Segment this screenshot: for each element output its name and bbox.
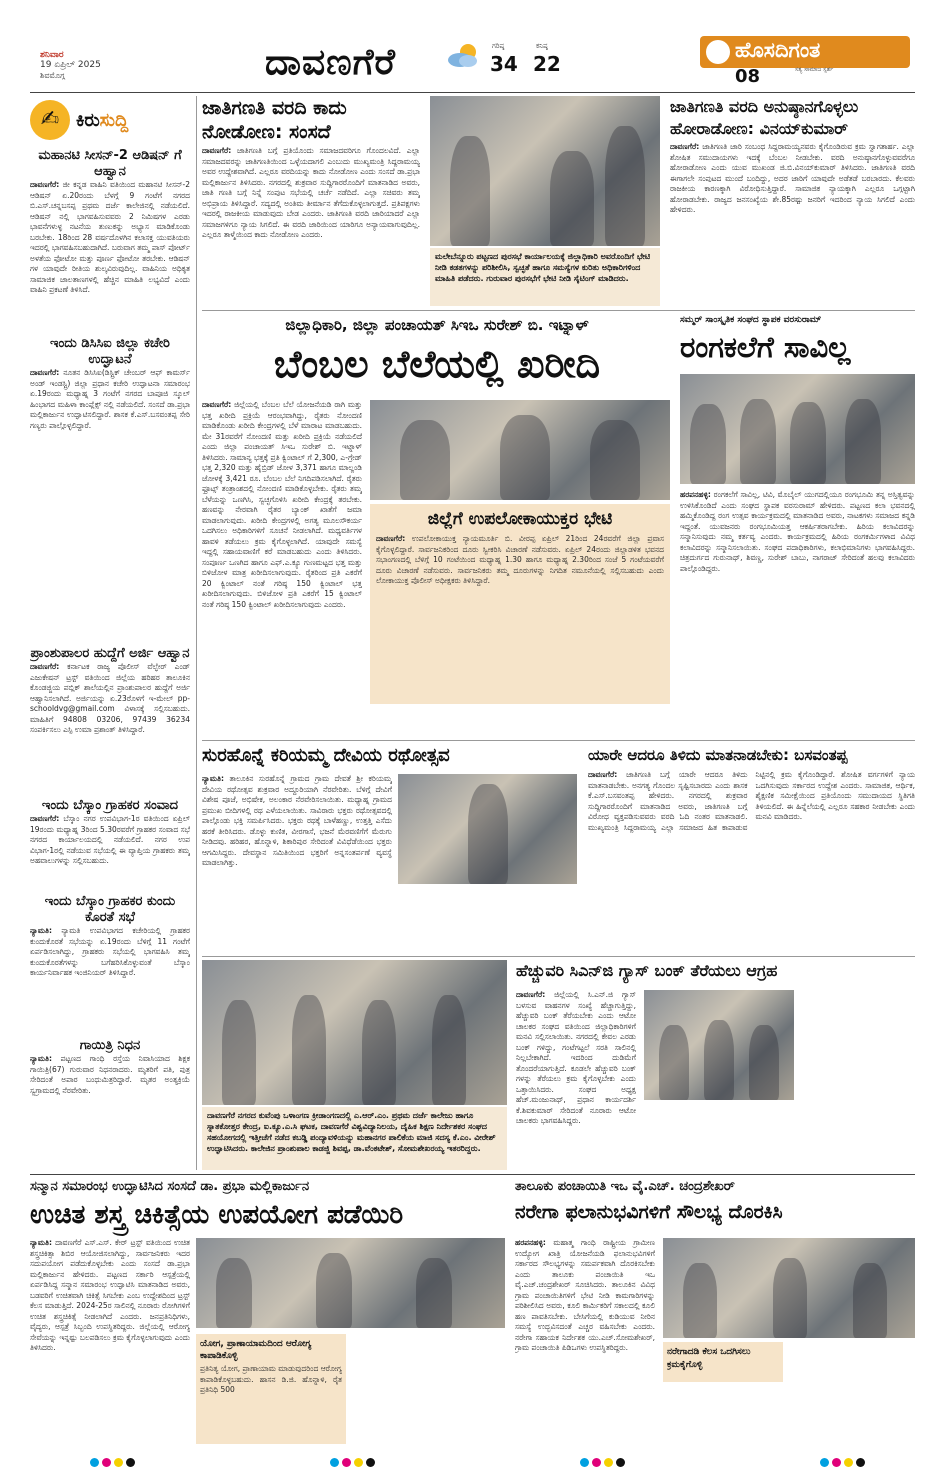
dateline: ನ್ಯಾಮತಿ: [30, 1238, 52, 1247]
article-headline: ಜಾತಿಗಣತಿ ವರದಿ ಅನುಷ್ಠಾನಗೊಳ್ಳಲು ಹೋರಾಡೋಣ: ವಿನಯ್‌ಕುಮಾರ್ [670, 97, 859, 138]
registration-mark [102, 1458, 111, 1467]
article-cng-bunk [516, 960, 915, 1170]
article-headline: ರಂಗಕಲೆಗೆ ಸಾವಿಲ್ಲ [680, 330, 851, 364]
article-chariot-festival [202, 744, 577, 954]
registration-mark [126, 1458, 135, 1467]
max-temp-label: ಗರಿಷ್ಠ [492, 42, 505, 50]
sidebar-brand-a: ಕಿರು [76, 109, 100, 131]
news-photo-chariot [398, 774, 577, 884]
section-rule [30, 1174, 915, 1175]
lead-kicker: ಜಿಲ್ಲಾಧಿಕಾರಿ, ಜಿಲ್ಲಾ ಪಂಚಾಯತ್ ಸಿಇಒ ಸುರೇಶ್ ಬಿ. ಇಟ್ನಾಳ್ [285, 316, 589, 334]
article-caste-census-mp [202, 96, 420, 306]
dateline: ಹರಪನಹಳ್ಳಿ: [680, 490, 711, 499]
sidebar-item [30, 646, 190, 792]
registration-mark [844, 1458, 853, 1467]
registration-mark [616, 1458, 625, 1467]
dateline: ನ್ಯಾಮತಿ: [30, 1054, 52, 1063]
min-temp: 22 [533, 52, 561, 76]
sidebar-divider [196, 96, 197, 1170]
article-nrega [515, 1178, 915, 1448]
registration-mark [354, 1458, 363, 1467]
sidebar-headline: ಗಾಯಿತ್ರಿ ನಿಧನ [79, 1038, 141, 1053]
sidebar-item [30, 1038, 190, 1114]
dateline: ದಾವಣಗೆರೆ: [376, 534, 406, 543]
dateline: ಹರಪನಹಳ್ಳಿ: [515, 1238, 546, 1247]
registration-mark [114, 1458, 123, 1467]
lead-text: ಜಿಲ್ಲೆಯಲ್ಲಿ ಬೆಂಬಲ ಬೆಲೆ ಯೋಜನೆಯಡಿ ರಾಗಿ ಮತ್ತು ಭತ್ತ ಖರೀದಿ ಪ್ರಕ್ರಿಯೆ ಆರಂಭವಾಗಿದ್ದು, ರೈತರು ನೋಂದಣಿ ಮಾಡಿಕೊಂಡು ಖರೀದಿ ಕೇಂದ್ರಗಳಲ್ಲಿ ಬೆಳೆ ಮಾರಾಟ ಮಾಡಬಹುದು. ಮೇ 31ರವರೆಗೆ ನೋಂದಣಿ ಮತ್ತು ಖರೀದಿ ಪ್ರಕ್ರಿಯೆ ನಡೆಯಲಿದೆ ಎಂದು ಜಿಲ್ಲಾ ಪಂಚಾಯತ್ ಸಿಇಒ ಸುರೇಶ್ ಬಿ. ಇಟ್ನಾಳ್ ತಿಳಿಸಿದರು. ಸಾಮಾನ್ಯ ಭತ್ತಕ್ಕೆ ಪ್ರತಿ ಕ್ವಿಂಟಾಲ್ ಗೆ 2,300, ಎ-ಗ್ರೇಡ್ ಭತ್ತ 2,320 ಮತ್ತು ಹೈಬ್ರಿಡ್ ಜೋಳ 3,371 ಹಾಗೂ ಮಾಲ್ದಂಡಿ ಜೋಳಕ್ಕೆ 3,421 ರೂ. ಬೆಂಬಲ ಬೆಲೆ ನಿಗದಿಪಡಿಸಲಾಗಿದೆ. ರೈತರು ಫ್ರೂಟ್ಸ್ ತಂತ್ರಾಂಶದಲ್ಲಿ ನೋಂದಣಿ ಮಾಡಿಕೊಳ್ಳಬೇಕು. ರೈತರು ತಮ್ಮ ಬೆಳೆಯನ್ನು ಒಣಗಿಸಿ, ಸ್ವಚ್ಛಗೊಳಿಸಿ ಖರೀದಿ ಕೇಂದ್ರಕ್ಕೆ ತರಬೇಕು. ಹಣವನ್ನು ನೇರವಾಗಿ ರೈತರ ಬ್ಯಾಂಕ್ ಖಾತೆಗೆ ಜಮಾ ಮಾಡಲಾಗುವುದು. ಖರೀದಿ ಕೇಂದ್ರಗಳಲ್ಲಿ ಅಗತ್ಯ ಮೂಲಸೌಕರ್ಯ ಒದಗಿಸಲು ಅಧಿಕಾರಿಗಳಿಗೆ ಸೂಚನೆ ನೀಡಲಾಗಿದೆ. ಮಧ್ಯವರ್ತಿಗಳ ಹಾವಳಿ ತಡೆಯಲು ಕ್ರಮ ಕೈಗೊಳ್ಳಲಾಗಿದೆ. ಯಾವುದೇ ಸಮಸ್ಯೆ ಇದ್ದಲ್ಲಿ ಸಹಾಯವಾಣಿಗೆ ಕರೆ ಮಾಡಬಹುದು ಎಂದು ತಿಳಿಸಿದರು. ಸಂಪೂರ್ಣ ಒಣಗಿದ ಹಾಗೂ ಎಫ್.ಎ.ಕ್ಯೂ ಗುಣಮಟ್ಟದ ಭತ್ತ ಮತ್ತು ಬಿಳಿಜೋಳ ಮಾತ್ರ ಖರೀದಿಸಲಾಗುವುದು. ರೈತರಿಂದ ಪ್ರತಿ ಎಕರೆಗೆ 20 ಕ್ವಿಂಟಾಲ್ ನಂತೆ ಗರಿಷ್ಠ 150 ಕ್ವಿಂಟಾಲ್ ಭತ್ತ ಖರೀದಿಸಲಾಗುವುದು. ಬಿಳಿಜೋಳ ಪ್ರತಿ ಎಕರೆಗೆ 15 ಕ್ವಿಂಟಾಲ್ ನಂತೆ ಗರಿಷ್ಠ 150 ಕ್ವಿಂಟಾಲ್ ಖರೀದಿಸಲಾಗುವುದು ಎಂದರು. [202, 400, 362, 609]
box-headline: ಜಿಲ್ಲೆಗೆ ಉಪಲೋಕಾಯುಕ್ತರ ಭೇಟಿ [427, 509, 613, 529]
lead-photo-meeting [370, 400, 670, 500]
sidebar-headline: ಇಂದು ಬೆಸ್ಕಾಂ ಗ್ರಾಹಕರ ಸಂವಾದ [41, 798, 179, 813]
sidebar-text: ನ್ಯಾಮತಿ ಉಪವಿಭಾಗದ ಕಚೇರಿಯಲ್ಲಿ ಗ್ರಾಹಕರ ಕುಂದುಕೊರತೆ ಸಭೆಯನ್ನು ಏ.19ರಂದು ಬೆಳಿಗ್ಗೆ 11 ಗಂಟೆಗೆ ಏರ್ಪಡಿಸಲಾಗಿದ್ದು, ಗ್ರಾಹಕರು ಸಭೆಯಲ್ಲಿ ಭಾಗವಹಿಸಿ ತಮ್ಮ ಕುಂದುಕೊರತೆಗಳನ್ನು ಬಗೆಹರಿಸಿಕೊಳ್ಳುವಂತೆ ಬೆಸ್ಕಾಂ ಕಾರ್ಯನಿರ್ವಾಹಕ ಇಂಜಿನಿಯರ್ ತಿಳಿಸಿದ್ದಾರೆ. [30, 926, 190, 977]
article-text: ಜಾತಿಗಣತಿ ಜಾರಿ ಸಂಬಂಧ ಸಿದ್ದರಾಮಯ್ಯನವರು ಕೈಗೊಂಡಿರುವ ಕ್ರಮ ಸ್ವಾಗತಾರ್ಹ. ಎಲ್ಲಾ ಶೋಷಿತ ಸಮುದಾಯಗಳು ಇದಕ್ಕೆ ಬೆಂಬಲ ನೀಡಬೇಕು. ವರದಿ ಅನುಷ್ಠಾನಗೊಳ್ಳುವವರೆಗೂ ಹೋರಾಡೋಣ ಎಂದು ಯುವ ಮುಖಂಡ ಜಿ.ಬಿ.ವಿನಯ್‌ಕುಮಾರ್ ತಿಳಿಸಿದರು. ಜಾತಿಗಣತಿ ವರದಿ ಈಗಾಗಲೇ ಸಂಪುಟದ ಮುಂದೆ ಬಂದಿದ್ದು, ಅದರ ಜಾರಿಗೆ ಯಾವುದೇ ಅಡೆತಡೆ ಬರಬಾರದು. ಕೆಲವರು ರಾಜಕೀಯ ಕಾರಣಕ್ಕಾಗಿ ವಿರೋಧಿಸುತ್ತಿದ್ದಾರೆ. ಸಾಮಾಜಿಕ ನ್ಯಾಯಕ್ಕಾಗಿ ಎಲ್ಲರೂ ಒಗ್ಗಟ್ಟಾಗಿ ಹೋರಾಡಬೇಕು. ರಾಜ್ಯದ ಜನಸಂಖ್ಯೆಯ ಶೇ.85ರಷ್ಟು ಜನರಿಗೆ ಇದರಿಂದ ನ್ಯಾಯ ಸಿಗಲಿದೆ ಎಂದು ಹೇಳಿದರು. [670, 142, 915, 214]
news-photo-office [430, 96, 660, 246]
sidebar-item [30, 148, 190, 330]
news-photo-kabaddi [202, 960, 507, 1105]
article-theatre [680, 314, 915, 734]
photo-caption: ಮಲೇಬೆನ್ನೂರು ಪಟ್ಟಣದ ಪುರಸಭೆ ಕಾರ್ಯಾಲಯಕ್ಕೆ ಜಿಲ್ಲಾಧಿಕಾರಿ ಅವರೊಂದಿಗೆ ಭೇಟಿ ನೀಡಿ ಕಡತಗಳನ್ನು ಪರಿಶೀಲಿಸಿ, ಸ್ವಚ್ಛತೆ ಹಾಗೂ ಸಮಸ್ಯೆಗಳ ಕುರಿತು ಅಧಿಕಾರಿಗಳಿಂದ ಮಾಹಿತಿ ಪಡೆದರು. ಗುರುವಾರ ಪುರಸಭೆಗೆ ಭೇಟಿ ನೀಡಿ ಸೈಟಿಂಗ್ ಮಾಡಿದರು. [430, 248, 660, 306]
article-headline: ಉಚಿತ ಶಸ್ತ್ರ ಚಿಕಿತ್ಸೆಯ ಉಪಯೋಗ ಪಡೆಯಿರಿ [30, 1200, 404, 1230]
news-photo-felicitation [680, 374, 915, 484]
sidebar-headline: ಪ್ರಾಂಶುಪಾಲರ ಹುದ್ದೆಗೆ ಅರ್ಜಿ ಆಹ್ವಾನ [30, 646, 190, 661]
paper-name: ಹೊಸದಿಗಂತ [735, 38, 821, 62]
dateline: ದಾವಣಗೆರೆ: [30, 662, 60, 671]
dateline: ದಾವಣಗೆರೆ: [670, 142, 700, 151]
dateline: ದಾವಣಗೆರೆ: [30, 180, 60, 189]
article-kicker: ಸಮ್ಮರ್ ಸಾಂಸ್ಕೃತಿಕ ಸಂಘದ ಸ್ಥಾಪಕ ವರಸುರಾಮ್ [680, 315, 822, 325]
article-text: ರಂಗಕಲೆಗೆ ಸಾವಿಲ್ಲ, ಟಿವಿ, ಮೊಬೈಲ್ ಯುಗದಲ್ಲಿಯೂ ರಂಗಭೂಮಿ ತನ್ನ ಅಸ್ತಿತ್ವವನ್ನು ಉಳಿಸಿಕೊಂಡಿದೆ ಎಂದು ಸಂಘದ ಸ್ಥಾಪಕ ವರಸುರಾಮ್ ಹೇಳಿದರು. ಪಟ್ಟಣದ ಕಲಾ ಭವನದಲ್ಲಿ ಹಮ್ಮಿಕೊಂಡಿದ್ದ ರಂಗ ಉತ್ಸವ ಕಾರ್ಯಕ್ರಮದಲ್ಲಿ ಮಾತನಾಡಿದ ಅವರು, ನಾಟಕಗಳು ಸಮಾಜದ ಕನ್ನಡಿ ಇದ್ದಂತೆ. ಯುವಜನರು ರಂಗಭೂಮಿಯತ್ತ ಆಕರ್ಷಿತರಾಗಬೇಕು. ಹಿರಿಯ ಕಲಾವಿದರನ್ನು ಸನ್ಮಾನಿಸುವುದು ನಮ್ಮ ಕರ್ತವ್ಯ ಎಂದರು. ಕಾರ್ಯಕ್ರಮದಲ್ಲಿ ಹಿರಿಯ ರಂಗಕರ್ಮಿಗಳಾದ ವಿವಿಧ ಕಲಾವಿದರನ್ನು ಸನ್ಮಾನಿಸಲಾಯಿತು. ಸಂಘದ ಪದಾಧಿಕಾರಿಗಳು, ಕಲಾಭಿಮಾನಿಗಳು ಭಾಗವಹಿಸಿದ್ದರು. ಚಿತ್ರದುರ್ಗದ ಗುರುನಾಥ್, ಶಿವಣ್ಣ, ಸುರೇಶ್ ಬಾಬು, ನಾಗರಾಜ್ ಸೇರಿದಂತೆ ಹಲವು ಕಲಾವಿದರು ಪಾಲ್ಗೊಂಡಿದ್ದರು. [680, 490, 915, 573]
paper-tagline: ಸತ್ಯ ಸಾಮಾಜ ಸ್ಪರ್ಶ [795, 66, 834, 73]
dateline: ದಾವಣಗೆರೆ: [588, 770, 618, 779]
article-text: ದಾವಣಗೆರೆ ಎಸ್.ಎಸ್. ಕೇರ್ ಟ್ರಸ್ಟ್ ವತಿಯಿಂದ ಉಚಿತ ಶಸ್ತ್ರಚಿಕಿತ್ಸಾ ಶಿಬಿರ ಆಯೋಜಿಸಲಾಗಿದ್ದು, ಸಾರ್ವಜನಿಕರು ಇದರ ಸದುಪಯೋಗ ಪಡೆದುಕೊಳ್ಳಬೇಕು ಎಂದು ಸಂಸದೆ ಡಾ.ಪ್ರಭಾ ಮಲ್ಲಿಕಾರ್ಜುನ ಹೇಳಿದರು. ಪಟ್ಟಣದ ಸರ್ಕಾರಿ ಆಸ್ಪತ್ರೆಯಲ್ಲಿ ಏರ್ಪಡಿಸಿದ್ದ ಸನ್ಮಾನ ಸಮಾರಂಭ ಉದ್ಘಾಟಿಸಿ ಮಾತನಾಡಿದ ಅವರು, ಬಡವರಿಗೆ ಉಚಿತವಾಗಿ ಚಿಕಿತ್ಸೆ ಸಿಗಬೇಕು ಎಂಬ ಉದ್ದೇಶದಿಂದ ಟ್ರಸ್ಟ್ ಕೆಲಸ ಮಾಡುತ್ತಿದೆ. 2024-25ರ ಸಾಲಿನಲ್ಲಿ ನೂರಾರು ರೋಗಿಗಳಿಗೆ ಉಚಿತ ಶಸ್ತ್ರಚಿಕಿತ್ಸೆ ನೀಡಲಾಗಿದೆ ಎಂದರು. ಜನಪ್ರತಿನಿಧಿಗಳು, ವೈದ್ಯರು, ಆಸ್ಪತ್ರೆ ಸಿಬ್ಬಂದಿ ಉಪಸ್ಥಿತರಿದ್ದರು. ಜಿಲ್ಲೆಯಲ್ಲಿ ಆರೋಗ್ಯ ಸೇವೆಯನ್ನು ಇನ್ನಷ್ಟು ಬಲಪಡಿಸಲು ಕ್ರಮ ಕೈಗೊಳ್ಳಲಾಗುವುದು ಎಂದು ತಿಳಿಸಿದರು. [30, 1238, 190, 1352]
article-headline: ಯಾರೇ ಆದರೂ ತಿಳಿದು ಮಾತನಾಡಬೇಕು: ಬಸವಂತಪ್ಪ [588, 746, 848, 764]
article-basavanthappa [588, 744, 915, 954]
sidebar-brand-b: ಸುದ್ದಿ [99, 109, 129, 131]
page-number: 08 [735, 66, 761, 87]
registration-mark [604, 1458, 613, 1467]
registration-mark [330, 1458, 339, 1467]
masthead-rule [30, 92, 915, 93]
article-kicker: ಸನ್ಮಾನ ಸಮಾರಂಭ ಉದ್ಘಾಟಿಸಿದ ಸಂಸದೆ ಡಾ. ಪ್ರಭಾ ಮಲ್ಲಿಕಾರ್ಜುನ [30, 1179, 310, 1194]
article-headline: ಹೆಚ್ಚುವರಿ ಸಿಎನ್‌ಜಿ ಗ್ಯಾಸ್ ಬಂಕ್ ತೆರೆಯಲು ಆಗ್ರಹ [516, 961, 778, 980]
sidebar-text: ಬೆಸ್ಕಾಂ ನಗರ ಉಪವಿಭಾಗ-1ರ ವತಿಯಿಂದ ಏಪ್ರಿಲ್ 19ರಂದು ಮಧ್ಯಾಹ್ನ 3ರಿಂದ 5.30ರವರೆಗೆ ಗ್ರಾಹಕರ ಸಂವಾದ ಸಭೆ ನಗರದ ಕಾರ್ಯಾಲಯದಲ್ಲಿ ನಡೆಯಲಿದೆ. ನಗರ ಉಪ ವಿಭಾಗ-1ರಲ್ಲಿ ನಡೆಯುವ ಸಭೆಯಲ್ಲಿ ಈ ವ್ಯಾಪ್ತಿಯ ಗ್ರಾಹಕರು ತಮ್ಮ ಅಹವಾಲುಗಳನ್ನು ಸಲ್ಲಿಸಬಹುದು. [30, 814, 190, 865]
article-kicker: ತಾಲೂಕು ಪಂಚಾಯಿತಿ ಇಒ ವೈ.ಎಚ್. ಚಂದ್ರಶೇಖರ್ [515, 1179, 735, 1194]
registration-mark [820, 1458, 829, 1467]
sidebar-item [30, 798, 190, 888]
inset-title: ಯೋಗ, ಪ್ರಾಣಾಯಾಮದಿಂದ ಆರೋಗ್ಯ ಕಾಪಾಡಿಕೊಳ್ಳಿ [200, 1339, 312, 1361]
min-temp-label: ಕನಿಷ್ಠ [536, 42, 548, 50]
weather-icon [446, 40, 482, 70]
registration-mark [592, 1458, 601, 1467]
article-text: ತಾಲೂಕಿನ ಸುರಹೊನ್ನೆ ಗ್ರಾಮದ ಗ್ರಾಮ ದೇವತೆ ಶ್ರೀ ಕರಿಯಮ್ಮ ದೇವಿಯ ರಥೋತ್ಸವ ಶುಕ್ರವಾರ ಅದ್ದೂರಿಯಾಗಿ ನೆರವೇರಿತು. ಬೆಳಿಗ್ಗೆ ದೇವಿಗೆ ವಿಶೇಷ ಪೂಜೆ, ಅಭಿಷೇಕ, ಅಲಂಕಾರ ನೆರವೇರಿಸಲಾಯಿತು. ಮಧ್ಯಾಹ್ನ ಗ್ರಾಮದ ಪ್ರಮುಖ ಬೀದಿಗಳಲ್ಲಿ ರಥ ಎಳೆಯಲಾಯಿತು. ಸಾವಿರಾರು ಭಕ್ತರು ರಥೋತ್ಸವದಲ್ಲಿ ಪಾಲ್ಗೊಂಡು ಭಕ್ತಿ ಸಮರ್ಪಿಸಿದರು. ಭಕ್ತರು ರಥಕ್ಕೆ ಬಾಳೆಹಣ್ಣು, ಉತ್ತತ್ತಿ ಎಸೆದು ಹರಕೆ ತೀರಿಸಿದರು. ಡೊಳ್ಳು ಕುಣಿತ, ವೀರಗಾಸೆ, ಭಜನೆ ಮೆರವಣಿಗೆಗೆ ಮೆರುಗು ನೀಡಿದವು. ಹರಿಹರ, ಹೊನ್ನಾಳಿ, ಶಿಕಾರಿಪುರ ಸೇರಿದಂತೆ ವಿವಿಧೆಡೆಯಿಂದ ಭಕ್ತರು ಆಗಮಿಸಿದ್ದರು. ದೇವಸ್ಥಾನ ಸಮಿತಿಯಿಂದ ಭಕ್ತರಿಗೆ ಅನ್ನಸಂತರ್ಪಣೆ ವ್ಯವಸ್ಥೆ ಮಾಡಲಾಗಿತ್ತು. [202, 774, 392, 867]
news-photo-nrega [663, 1238, 915, 1338]
dateline: ದಾವಣಗೆರೆ: [202, 146, 232, 155]
article-text: ಜಿಲ್ಲೆಯಲ್ಲಿ ಸಿ.ಎನ್.ಜಿ ಗ್ಯಾಸ್ ಬಳಸುವ ವಾಹನಗಳ ಸಂಖ್ಯೆ ಹೆಚ್ಚಾಗುತ್ತಿದ್ದು, ಹೆಚ್ಚುವರಿ ಬಂಕ್ ತೆರೆಯಬೇಕು ಎಂದು ಆಟೋ ಚಾಲಕರ ಸಂಘದ ವತಿಯಿಂದ ಜಿಲ್ಲಾಧಿಕಾರಿಗಳಿಗೆ ಮನವಿ ಸಲ್ಲಿಸಲಾಯಿತು. ನಗರದಲ್ಲಿ ಕೇವಲ ಎರಡು ಬಂಕ್ ಗಳಿದ್ದು, ಗಂಟೆಗಟ್ಟಲೆ ಸರತಿ ಸಾಲಿನಲ್ಲಿ ನಿಲ್ಲಬೇಕಾಗಿದೆ. ಇದರಿಂದ ದುಡಿಮೆಗೆ ತೊಂದರೆಯಾಗುತ್ತಿದೆ. ಕೂಡಲೇ ಹೆಚ್ಚುವರಿ ಬಂಕ್ ಗಳನ್ನು ತೆರೆಯಲು ಕ್ರಮ ಕೈಗೊಳ್ಳಬೇಕು ಎಂದು ಒತ್ತಾಯಿಸಿದರು. ಸಂಘದ ಅಧ್ಯಕ್ಷ ಹೆಚ್.ಮಂಜುನಾಥ್, ಪ್ರಧಾನ ಕಾರ್ಯದರ್ಶಿ ಕೆ.ಶಿವಕುಮಾರ್ ಸೇರಿದಂತೆ ನೂರಾರು ಆಟೋ ಚಾಲಕರು ಭಾಗವಹಿಸಿದ್ದರು. [516, 990, 636, 1125]
masthead [0, 0, 945, 92]
lokayukta-box [370, 504, 670, 704]
inset-title: ನರೇಗಾದಡಿ ಕೆಲಸ ಒದಗಿಸಲು ಕ್ರಮಕೈಗೊಳ್ಳಿ [667, 1347, 751, 1370]
row-rule [202, 956, 915, 957]
dateline: ದಾವಣಗೆರೆ: [516, 990, 546, 999]
sidebar-item [30, 894, 190, 1032]
article-text: ಜಾತಿಗಣತಿ ಬಗ್ಗೆ ಪ್ರತಿಯೊಂದು ಸಮಾಜದವರಿಗೂ ಗೊಂದಲವಿದೆ. ಎಲ್ಲಾ ಸಮಾಜದವರನ್ನು ಜಾತಿಗಣತಿಯಿಂದ ಒಳ್ಳೆಯದಾಗಲಿ ಎಂಬುದು ಮುಖ್ಯಮಂತ್ರಿ ಸಿದ್ದರಾಮಯ್ಯ ಅವರ ಉದ್ದೇಶವಾಗಿದೆ. ಎಲ್ಲರೂ ವರದಿಯನ್ನು ಕಾದು ನೋಡೋಣ ಎಂದು ಸಂಸದೆ ಡಾ.ಪ್ರಭಾ ಮಲ್ಲಿಕಾರ್ಜುನ ತಿಳಿಸಿದರು. ನಗರದಲ್ಲಿ ಶುಕ್ರವಾರ ಸುದ್ದಿಗಾರರೊಂದಿಗೆ ಮಾತನಾಡಿದ ಅವರು, ಜಾತಿ ಗಣತಿ ಬಗ್ಗೆ ನಿನ್ನೆ ಸಂಪುಟ ಸಭೆಯಲ್ಲಿ ಚರ್ಚೆ ನಡೆದಿದೆ. ಎಲ್ಲಾ ಸಚಿವರು ತಮ್ಮ ಅಭಿಪ್ರಾಯ ತಿಳಿಸಿದ್ದಾರೆ. ಸದ್ಯದಲ್ಲಿ ಅಂತಿಮ ತೀರ್ಮಾನ ತೆಗೆದುಕೊಳ್ಳಲಾಗುತ್ತದೆ. ಪ್ರತಿಪಕ್ಷಗಳು ಇದರಲ್ಲಿ ರಾಜಕೀಯ ಮಾಡುವುದು ಬೇಡ ಎಂದರು. ಜಾತಿಗಣತಿ ವರದಿ ಜಾರಿಯಾದರೆ ಎಲ್ಲಾ ಸಮಾಜಗಳಿಗೂ ನ್ಯಾಯ ಸಿಗಲಿದೆ. ಈ ವರದಿ ಜಾರಿಯಿಂದ ಯಾರಿಗೂ ಅನ್ಯಾಯವಾಗುವುದಿಲ್ಲ. ಎಲ್ಲರೂ ತಾಳ್ಮೆಯಿಂದ ಕಾದು ನೋಡೋಣ ಎಂದರು. [202, 146, 420, 239]
max-temp: 34 [490, 52, 518, 76]
article-caste-census-fight [670, 96, 915, 306]
photo-caption: ದಾವಣಗೆರೆ ನಗರದ ಕುವೆಂಪು ಒಳಾಂಗಣ ಕ್ರೀಡಾಂಗಣದಲ್ಲಿ ಎ.ಆರ್.ಎಂ. ಪ್ರಥಮ ದರ್ಜೆ ಕಾಲೇಜು ಹಾಗೂ ಸ್ನಾತಕೋತ್ತರ ಕೇಂದ್ರ, ಐ.ಕ್ಯೂ.ಎ.ಸಿ ಘಟಕ, ದಾವಣಗೆರೆ ವಿಶ್ವವಿದ್ಯಾನಿಲಯ, ದೈಹಿಕ ಶಿಕ್ಷಣ ನಿರ್ದೇಶಕರ ಸಂಘದ ಸಹಯೋಗದಲ್ಲಿ ಇತ್ತೀಚೆಗೆ ನಡೆದ ಕಬಡ್ಡಿ ಪಂದ್ಯಾವಳಿಯನ್ನು ಮಹಾನಗರ ಪಾಲಿಕೆಯ ಮಾಜಿ ಸದಸ್ಯ ಕೆ.ಎಂ. ವೀರೇಶ್ ಉದ್ಘಾಟಿಸಿದರು. ಕಾಲೇಜಿನ ಪ್ರಾಂಶುಪಾಲ ಕಾಡಜ್ಜಿ ಶಿವಪ್ಪ, ಡಾ.ವೆಂಕಟೇಶ್, ಸೋಮಶೇಖರಯ್ಯ ಇತರರಿದ್ದರು. [202, 1107, 507, 1170]
masthead-day: ಶನಿವಾರ [40, 50, 64, 60]
sidebar-text: ಪಟ್ಟಣದ ಗಾಂಧಿ ರಸ್ತೆಯ ನಿವಾಸಿಯಾದ ಶಿಕ್ಷಕ ಗಾಯಿತ್ರಿ(67) ಗುರುವಾರ ನಿಧನರಾದರು. ಮೃತರಿಗೆ ಪತಿ, ಪುತ್ರ ಸೇರಿದಂತೆ ಅಪಾರ ಬಂಧುಮಿತ್ರರಿದ್ದಾರೆ. ಮೃತರ ಅಂತ್ಯಕ್ರಿಯೆ ಸ್ವಗ್ರಾಮದಲ್ಲಿ ನೆರವೇರಿತು. [30, 1054, 190, 1095]
article-headline: ಸುರಹೊನ್ನೆ ಕರಿಯಮ್ಮ ದೇವಿಯ ರಥೋತ್ಸವ [202, 745, 450, 766]
sidebar-headline: ಇಂದು ಬೆಸ್ಕಾಂ ಗ್ರಾಹಕರ ಕುಂದು ಕೊರತೆ ಸಭೆ [44, 894, 176, 925]
article-text: ಮಹಾತ್ಮ ಗಾಂಧಿ ರಾಷ್ಟ್ರೀಯ ಗ್ರಾಮೀಣ ಉದ್ಯೋಗ ಖಾತ್ರಿ ಯೋಜನೆಯಡಿ ಫಲಾನುಭವಿಗಳಿಗೆ ಸರ್ಕಾರದ ಸೌಲಭ್ಯಗಳನ್ನು ಸಮರ್ಪಕವಾಗಿ ದೊರಕಿಸಬೇಕು ಎಂದು ತಾಲೂಕು ಪಂಚಾಯಿತಿ ಇಒ ವೈ.ಎಚ್.ಚಂದ್ರಶೇಖರ್ ಸೂಚಿಸಿದರು. ತಾಲೂಕಿನ ವಿವಿಧ ಗ್ರಾಮ ಪಂಚಾಯಿತಿಗಳಿಗೆ ಭೇಟಿ ನೀಡಿ ಕಾಮಗಾರಿಗಳನ್ನು ಪರಿಶೀಲಿಸಿದ ಅವರು, ಕೂಲಿ ಕಾರ್ಮಿಕರಿಗೆ ಸಕಾಲದಲ್ಲಿ ಕೂಲಿ ಹಣ ಪಾವತಿಸಬೇಕು. ಬೇಸಿಗೆಯಲ್ಲಿ ಕುಡಿಯುವ ನೀರಿನ ಸಮಸ್ಯೆ ಉದ್ಭವಿಸದಂತೆ ಎಚ್ಚರ ವಹಿಸಬೇಕು ಎಂದರು. ನರೇಗಾ ಸಹಾಯಕ ನಿರ್ದೇಶಕ ಯು.ಎಚ್.ಸೋಮಶೇಖರ್, ಗ್ರಾಮ ಪಂಚಾಯಿತಿ ಪಿಡಿಒಗಳು ಉಪಸ್ಥಿತರಿದ್ದರು. [515, 1238, 655, 1352]
date-block [40, 50, 150, 81]
masthead-date: 19 ಏಪ್ರಿಲ್ 2025 [40, 60, 101, 70]
registration-mark [832, 1458, 841, 1467]
article-headline: ನರೇಗಾ ಫಲಾನುಭವಿಗಳಿಗೆ ಸೌಲಭ್ಯ ದೊರಕಿಸಿ [515, 1201, 783, 1223]
edition-title: ದಾವಣಗೆರೆ [265, 42, 397, 83]
sidebar-text: ಜೀ ಕನ್ನಡ ವಾಹಿನಿ ವತಿಯಿಂದ ಮಹಾನಟಿ ಸೀಸನ್-2 ಆಡಿಷನ್ ಏ.20ರಂದು ಬೆಳಗ್ಗೆ 9 ಗಂಟೆಗೆ ನಗರದ ಬಿ.ಎಸ್.ಚನ್ನಬಸಪ್ಪ ಪ್ರಥಮ ದರ್ಜೆ ಕಾಲೇಜಿನಲ್ಲಿ ನಡೆಯಲಿದೆ. ಆಡಿಷನ್ ನಲ್ಲಿ ಭಾಗವಹಿಸುವವರು 2 ನಿಮಿಷಗಳ ಎರಡು ಭಾವನೆಗಳುಳ್ಳ ನಟನೆಯ ತುಣುಕನ್ನು ಅಭ್ಯಾಸ ಮಾಡಿಕೊಂಡು ಬರಬೇಕು. 18ರಿಂದ 28 ವರ್ಷದೊಳಗಿನ ಕಲಾಸಕ್ತ ಯುವತಿಯರು ಇದರಲ್ಲಿ ಭಾಗವಹಿಸಬಹುದಾಗಿದೆ. ಬರುವಾಗ ತಮ್ಮ ಪಾಸ್ ಪೋರ್ಟ್ ಅಳತೆಯ ಫೋಟೋ ಮತ್ತು ಪೂರ್ಣ ಫೋಟೋ ತರಬೇಕು. ಆಡಿಷನ್ ಗಳ ಯಾವುದೇ ರೀತಿಯ ಶುಲ್ಕವಿರುವುದಿಲ್ಲ. ವಾಹಿನಿಯ ಅಧಿಕೃತ ಸಾಮಾಜಿಕ ಜಾಲತಾಣಗಳಲ್ಲಿ ಹೆಚ್ಚಿನ ಮಾಹಿತಿ ಲಭ್ಯವಿದೆ ಎಂದು ವಾಹಿನಿ ಪ್ರಕಟಣೆ ತಿಳಿಸಿದೆ. [30, 180, 190, 294]
sidebar [30, 96, 190, 1170]
article-headline: ಜಾತಿಗಣತಿ ವರದಿ ಕಾದು ನೋಡೋಣ: ಸಂಸದೆ [202, 97, 347, 143]
article-free-surgery [30, 1178, 505, 1448]
paper-logo-icon [706, 40, 730, 64]
registration-mark [856, 1458, 865, 1467]
dateline: ದಾವಣಗೆರೆ: [30, 368, 60, 377]
article-text: ಜಾತಿಗಣತಿ ಬಗ್ಗೆ ಯಾರೇ ಆದರೂ ತಿಳಿದು ಮಾತನಾಡಬೇಕು. ಅನಗತ್ಯ ಗೊಂದಲ ಸೃಷ್ಟಿಸಬಾರದು ಎಂದು ಶಾಸಕ ಕೆ.ಎಸ್.ಬಸವಂತಪ್ಪ ಹೇಳಿದರು. ನಗರದಲ್ಲಿ ಶುಕ್ರವಾರ ಸುದ್ದಿಗಾರರೊಂದಿಗೆ ಮಾತನಾಡಿದ ಅವರು, ಜಾತಿಗಣತಿ ಬಗ್ಗೆ ವಿರೋಧ ವ್ಯಕ್ತಪಡಿಸುವವರು ವರದಿ ಓದಿ ನಂತರ ಮಾತನಾಡಲಿ. ಮುಖ್ಯಮಂತ್ರಿ ಸಿದ್ದರಾಮಯ್ಯ ಎಲ್ಲಾ ಸಮಾಜದ ಹಿತ ಕಾಪಾಡುವ ನಿಟ್ಟಿನಲ್ಲಿ ಕ್ರಮ ಕೈಗೊಂಡಿದ್ದಾರೆ. ಶೋಷಿತ ವರ್ಗಗಳಿಗೆ ನ್ಯಾಯ ಒದಗಿಸುವುದು ಸರ್ಕಾರದ ಉದ್ದೇಶ ಎಂದರು. ಸಾಮಾಜಿಕ, ಆರ್ಥಿಕ, ಶೈಕ್ಷಣಿಕ ಸಮೀಕ್ಷೆಯಿಂದ ಪ್ರತಿಯೊಂದು ಸಮುದಾಯದ ಸ್ಥಿತಿಗತಿ ತಿಳಿಯಲಿದೆ. ಈ ಹಿನ್ನೆಲೆಯಲ್ಲಿ ಎಲ್ಲರೂ ಸಹಕಾರ ನೀಡಬೇಕು ಎಂದು ಮನವಿ ಮಾಡಿದರು. [588, 770, 915, 832]
row-rule [202, 740, 915, 741]
sidebar-brand [30, 96, 190, 144]
sidebar-item [30, 336, 190, 640]
dateline: ದಾವಣಗೆರೆ: [30, 814, 60, 823]
masthead-city: ಶಿವಮೊಗ್ಗ [40, 71, 65, 80]
registration-mark [580, 1458, 589, 1467]
news-photo-protest [644, 990, 794, 1100]
sidebar-text: ಕರ್ನಾಟಕ ರಾಜ್ಯ ಪೊಲೀಸ್ ವೆಲ್ಫೇರ್ ಎಂಡ್ ಎಜುಕೇಷನ್ ಟ್ರಸ್ಟ್ ವತಿಯಿಂದ ಜಿಲ್ಲೆಯ ಹರಿಹರ ತಾಲೂಕಿನ ಕೊಂಡಜ್ಜಿಯ ಪಬ್ಲಿಕ್ ಶಾಲೆಯಲ್ಲಿನ ಪ್ರಾಂಶುಪಾಲರ ಹುದ್ದೆಗೆ ಅರ್ಜಿ ಆಹ್ವಾನಿಸಲಾಗಿದೆ. ಅರ್ಜಿಯನ್ನು ಏ.23ರೊಳಗೆ ಇ-ಮೇಲ್ pp-schooldvg@gmail.com ವಿಳಾಸಕ್ಕೆ ಸಲ್ಲಿಸಬಹುದು. ಮಾಹಿತಿಗೆ 94808 03206, 97439 36234 ಸಂಪರ್ಕಿಸಲು ಎಸ್ಪಿ ಉಮಾ ಪ್ರಶಾಂತ್ ತಿಳಿಸಿದ್ದಾರೆ. [30, 662, 190, 734]
lead-story [202, 314, 672, 734]
nrega-inset [663, 1342, 783, 1382]
registration-mark [90, 1458, 99, 1467]
registration-mark [366, 1458, 375, 1467]
yoga-inset [196, 1334, 346, 1444]
sidebar-text: ನೂತನ ಡಿಸಿಸಿಐ(ಡಿಸ್ಟ್ರಿಕ್ ಚೇಂಬರ್ ಆಫ್ ಕಾಮರ್ಸ್ ಅಂಡ್ ಇಂಡಸ್ಟ್ರಿ) ಜಿಲ್ಲಾ ಪ್ರಧಾನ ಕಚೇರಿ ಉದ್ಘಾಟನಾ ಸಮಾರಂಭ ಏ.19ರಂದು ಮಧ್ಯಾಹ್ನ 3 ಗಂಟೆಗೆ ನಗರದ ಬಾಪೂಜಿ ಸ್ಕೂಲ್ ಹಿಂಭಾಗದ ಮಹಿಳಾ ಕಾಂಪ್ಲೆಕ್ಸ್ ನಲ್ಲಿ ನಡೆಯಲಿದೆ. ಸಂಸದೆ ಡಾ.ಪ್ರಭಾ ಮಲ್ಲಿಕಾರ್ಜುನ ಉದ್ಘಾಟಿಸಲಿದ್ದಾರೆ. ಶಾಸಕ ಕೆ.ಎಸ್.ಬಸವಂತಪ್ಪ ಸೇರಿ ಗಣ್ಯರು ಪಾಲ್ಗೊಳ್ಳಲಿದ್ದಾರೆ. [30, 368, 190, 430]
hand-icon: ✍ [30, 100, 70, 140]
dateline: ನ್ಯಾಮತಿ: [30, 926, 52, 935]
inset-text: ಪ್ರತಿನಿತ್ಯ ಯೋಗ, ಪ್ರಾಣಾಯಾಮ ಮಾಡುವುದರಿಂದ ಆರೋಗ್ಯ ಕಾಪಾಡಿಕೊಳ್ಳಬಹುದು. ಹಾಸನ ಡಿ.ಜಿ. ಹೊನ್ನಾಳಿ, ರೈತ ಪ್ರತಿನಿಧಿ 500 [200, 1364, 342, 1394]
box-text: ಉಪಲೋಕಾಯುಕ್ತ ನ್ಯಾಯಮೂರ್ತಿ ಬಿ. ವೀರಪ್ಪ ಏಪ್ರಿಲ್ 21ರಿಂದ 24ರವರೆಗೆ ಜಿಲ್ಲಾ ಪ್ರವಾಸ ಕೈಗೊಳ್ಳಲಿದ್ದಾರೆ. ಸಾರ್ವಜನಿಕರಿಂದ ದೂರು ಸ್ವೀಕರಿಸಿ ವಿಚಾರಣೆ ನಡೆಸುವರು. ಏಪ್ರಿಲ್ 24ರಂದು ಜಿಲ್ಲಾಡಳಿತ ಭವನದ ಸಭಾಂಗಣದಲ್ಲಿ ಬೆಳಿಗ್ಗೆ 10 ಗಂಟೆಯಿಂದ ಮಧ್ಯಾಹ್ನ 1.30 ಹಾಗೂ ಮಧ್ಯಾಹ್ನ 2.30ರಿಂದ ಸಂಜೆ 5 ಗಂಟೆಯವರೆಗೆ ದೂರು ವಿಚಾರಣೆ ನಡೆಸುವರು. ಸಾರ್ವಜನಿಕರು ತಮ್ಮ ದೂರುಗಳನ್ನು ನಿಗದಿತ ನಮೂನೆಯಲ್ಲಿ ಸಲ್ಲಿಸಬಹುದು ಎಂದು ಲೋಕಾಯುಕ್ತ ಪೊಲೀಸ್ ಅಧೀಕ್ಷಕರು ತಿಳಿಸಿದ್ದಾರೆ. [376, 534, 664, 585]
row-rule [202, 310, 915, 311]
sidebar-headline: ಮಹಾನಟಿ ಸೀಸನ್-2 ಆಡಿಷನ್ ಗೆ ಆಹ್ವಾನ [38, 148, 182, 179]
registration-mark [342, 1458, 351, 1467]
dateline: ದಾವಣಗೆರೆ: [202, 400, 232, 409]
dateline: ನ್ಯಾಮತಿ: [202, 774, 224, 783]
sidebar-headline: ಇಂದು ಡಿಸಿಸಿಐ ಜಿಲ್ಲಾ ಕಚೇರಿ ಉದ್ಘಾಟನೆ [50, 336, 170, 367]
news-photo-surgery-camp [196, 1238, 505, 1328]
lead-headline: ಬೆಂಬಲ ಬೆಲೆಯಲ್ಲಿ ಖರೀದಿ [273, 342, 601, 386]
